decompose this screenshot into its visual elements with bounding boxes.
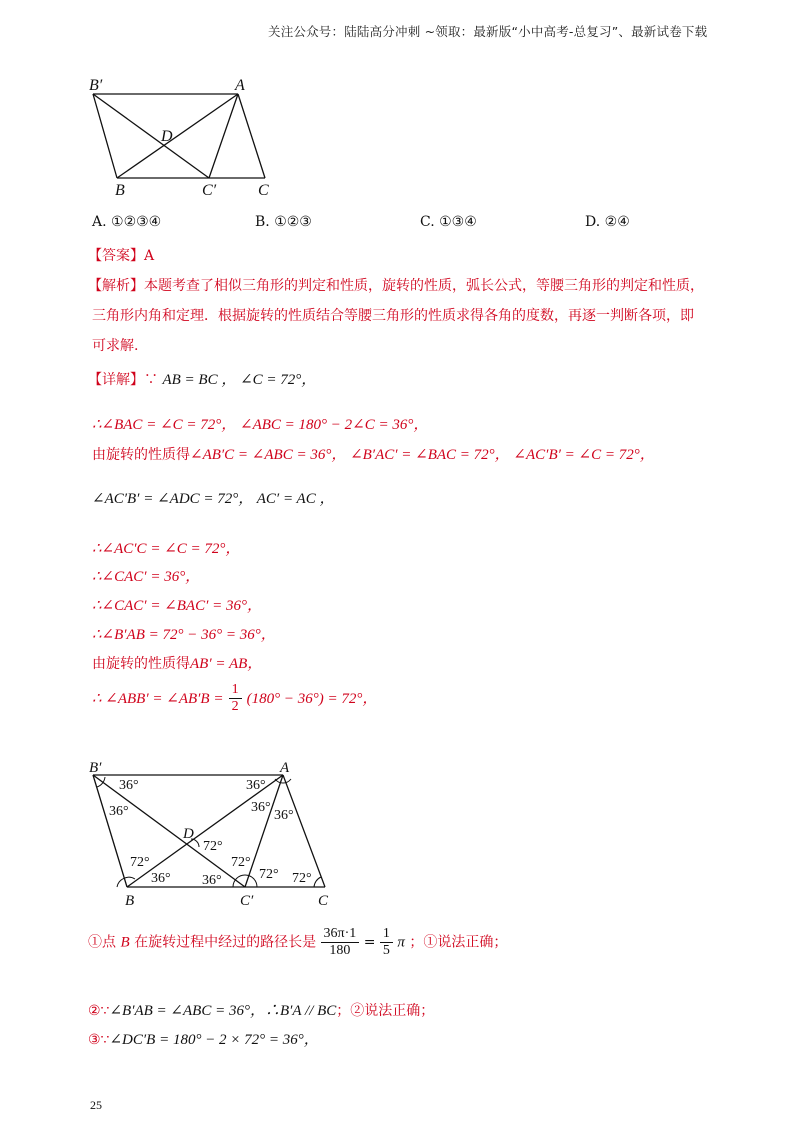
- fig2-label-c: C: [318, 893, 329, 909]
- detail-tag: 【详解】∵: [88, 372, 158, 388]
- angle-label: 72°: [130, 855, 150, 870]
- detail-line-5: ∴∠AC′C = ∠C = 72°，: [92, 541, 241, 557]
- angle-label: 72°: [231, 855, 251, 870]
- angle-label: 36°: [151, 871, 171, 886]
- detail-line-9: 由旋转的性质得AB′ = AB，: [92, 656, 263, 672]
- angle-label: 72°: [259, 867, 279, 882]
- fig2-label-a: A: [280, 760, 290, 776]
- angle-label: 72°: [203, 839, 223, 854]
- label-b: B: [115, 182, 125, 199]
- segment-b'c': [93, 94, 209, 178]
- conclusion-1: ①点 B 在旋转过程中经过的路径长是 $\frac{36\pi\cdot 1}{180}$ = $\frac{1}{5}$ π ；①说法正确；: [88, 926, 508, 958]
- conclusion-3: ③∵∠DC′B = 180° − 2 × 72° = 36°，: [88, 1032, 319, 1048]
- fraction-arc: $\frac{36\pi\cdot 1}{180}$: [321, 926, 360, 959]
- detail-line-4: ∠AC′B′ = ∠ADC = 72°， AC′ = AC ，: [92, 491, 335, 507]
- angle-label: 36°: [109, 804, 129, 819]
- label-d: D: [161, 128, 173, 145]
- analysis-line-1: 【解析】本题考查了相似三角形的判定和性质，旋转的性质，弧长公式，等腰三角形的判定和性质，: [88, 278, 704, 294]
- label-c: C: [258, 182, 269, 199]
- detail-line-3: 由旋转的性质得∠AB′C = ∠ABC = 36°， ∠B′AC′ = ∠BAC = 72°， ∠AC′B′ = ∠C = 72°，: [92, 447, 655, 463]
- fraction-half: $\frac{1}{2}$: [229, 682, 242, 715]
- option-b-text: ①②③: [274, 214, 312, 230]
- option-a-text: ①②③④: [111, 214, 162, 230]
- detail-line-6: ∴∠CAC′ = 36°，: [92, 569, 201, 585]
- detail-line-2: ∴∠BAC = ∠C = 72°， ∠ABC = 180° − 2∠C = 36°，: [92, 417, 429, 433]
- fig2-label-b: B: [125, 893, 135, 909]
- segment-ac: [238, 94, 265, 178]
- angle-label: 36°: [202, 873, 222, 888]
- angle-label: 36°: [251, 800, 271, 815]
- detail-line-10: ∴ ∠ABB′ = ∠AB′B = $\frac{1}{2}$ (180° − 36°) = 72°，: [92, 682, 378, 714]
- analysis-tag: 【解析】: [88, 278, 144, 294]
- option-d: D. ②④: [585, 214, 630, 230]
- page-number: 25: [90, 1098, 102, 1112]
- segment-b'b: [93, 94, 117, 178]
- answer-tag: 【答案】: [88, 248, 144, 264]
- fig2-label-d: D: [183, 826, 194, 842]
- figure-1: [85, 72, 295, 202]
- angle-label: 36°: [246, 778, 266, 793]
- segment-ac': [209, 94, 238, 178]
- option-c: C. ①③④: [420, 214, 477, 230]
- answer-line: [88, 245, 154, 265]
- figure-2: [85, 755, 345, 915]
- fig2-label-c-prime: C′: [240, 893, 254, 909]
- option-c-text: ①③④: [439, 214, 477, 230]
- detail-line-8: ∴∠B′AB = 72° − 36° = 36°，: [92, 627, 276, 643]
- analysis-line-2: 三角形内角和定理．根据旋转的性质结合等腰三角形的性质求得各角的度数，再逐一判断各项，即: [92, 308, 694, 324]
- option-a: A. ①②③④: [92, 214, 162, 230]
- option-d-text: ②④: [604, 214, 630, 230]
- angle-label: 36°: [274, 808, 294, 823]
- angle-label: 36°: [119, 778, 139, 793]
- angle-label: 72°: [292, 871, 312, 886]
- detail-line-1: 【详解】∵ AB = BC ， ∠C = 72°，: [88, 372, 317, 388]
- label-c-prime: C′: [202, 182, 217, 199]
- label-a: A: [235, 77, 245, 94]
- fraction-fifth: $\frac{1}{5}$: [380, 926, 393, 959]
- detail-line-7: ∴∠CAC′ = ∠BAC′ = 36°，: [92, 598, 262, 614]
- segment-ab: [117, 94, 238, 178]
- conclusion-2: ②∵∠B′AB = ∠ABC = 36°，∴B′A // BC；②说法正确；: [88, 1003, 435, 1019]
- fig2-label-b-prime: B′: [89, 760, 102, 776]
- analysis-line-3: 可求解.: [92, 338, 139, 354]
- label-b-prime: B′: [89, 77, 103, 94]
- page-header: 关注公众号：陆陆高分冲刺 ~领取：最新版“小中高考-总复习”、最新试卷下载: [268, 24, 708, 39]
- option-b: B. ①②③: [255, 214, 312, 230]
- answer-value: A: [144, 248, 155, 264]
